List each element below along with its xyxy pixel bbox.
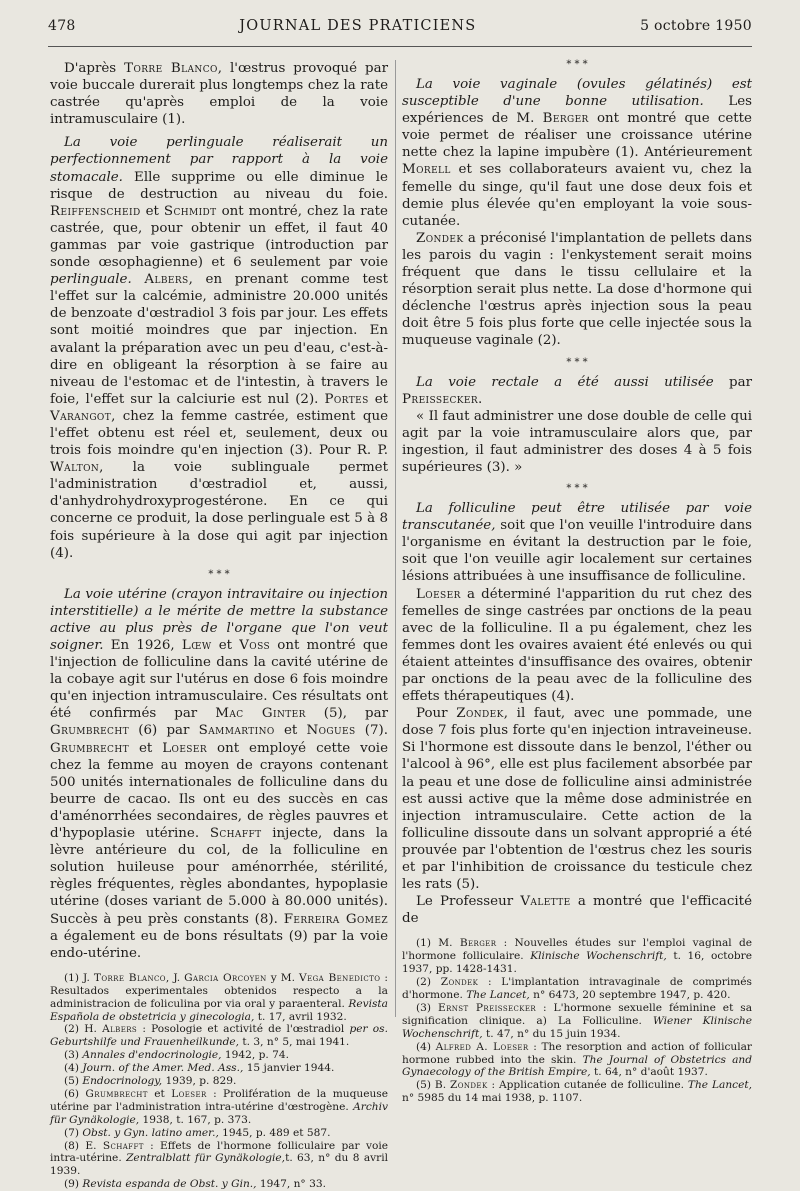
- author-name: Varangot: [50, 408, 112, 424]
- author-name: Schafft: [209, 826, 262, 842]
- quotation: [402, 408, 752, 476]
- author-name: Ernst Preissecker: [437, 1001, 537, 1014]
- text: 1947, n° 33.: [256, 1178, 326, 1191]
- text: (4): [416, 1040, 436, 1053]
- text: (6) par: [128, 723, 199, 739]
- text: ont employé cette voie chez la femme au moyen de crayons contenant 500 unités internationales de folliculine dans du beurre de cacao. Ils ont eu des succès en cas d'aménorrhées secondaires, de règles pauvres et d'hypoplasie utérine.: [50, 740, 388, 842]
- text: : L'hormone sexuelle féminine et sa signification clinique. a) La Folliculine.: [402, 1001, 753, 1027]
- footnote: [402, 1079, 752, 1105]
- author-name: Portes: [324, 391, 369, 407]
- author-name: Preissecker.: [402, 391, 483, 407]
- author-name: Albers: [102, 1023, 138, 1036]
- lead-italic: La voie rectale a été aussi utilisée: [416, 374, 714, 390]
- journal-ref: Revista Española de obstetricia y ginecologia,: [50, 997, 388, 1023]
- column-divider: [395, 60, 396, 1017]
- text: Elle supprime ou elle diminue le risque de destruction au niveau du foie.: [50, 169, 388, 202]
- text: t. 17, avril 1932.: [254, 1010, 347, 1023]
- journal-ref: Revista espanda de Obst. y Gin.,: [82, 1178, 257, 1191]
- lead-italic: La voie perlinguale réaliserait un perfectionnement par rapport à la voie stomacale.: [50, 135, 388, 185]
- author-name: Garcia Orcoyen: [184, 971, 267, 984]
- author-name: Alfred A. Loeser: [435, 1040, 529, 1053]
- footnote: [50, 972, 388, 1024]
- text: 15 janvier 1944.: [243, 1062, 335, 1075]
- text: 1942, p. 74.: [221, 1049, 289, 1062]
- text: 1938, t. 167, p. 373.: [139, 1113, 252, 1126]
- footnote: [50, 1049, 388, 1062]
- page-header: [48, 18, 752, 44]
- text: (1) J.: [64, 971, 94, 984]
- journal-ref: Endocrinology,: [82, 1075, 163, 1088]
- text: Le Professeur: [416, 894, 521, 910]
- text: , la voie sublinguale permet l'administration d'œstradiol et, aussi, d'anhydrohydroxyprogestérone. En ce qui concerne ce produit, la dose perlinguale est 5 à 8 fois supérieure à la dose qui agit par injection (4).: [50, 460, 388, 561]
- paragraph: [402, 893, 752, 927]
- paragraph: [50, 586, 388, 962]
- right-column: [402, 60, 752, 1105]
- journal-ref: Journ. of the Amer. Med. Ass.,: [82, 1062, 244, 1075]
- text: , en prenant comme test l'effet sur la calcémie, administre 20.000 unités de benzoate d'œstradiol 3 fois par jour. Les effets sont moitié moindres que par injection. En avalant la préparation avec un peu d'eau, c'est-à-dire en obligeant la résorption à se faire au niveau de l'estomac et de l'intestin, à travers le foie, l'effet sur la calciurie est nul (2).: [50, 272, 388, 407]
- author-name: Schmidt: [163, 203, 217, 219]
- journal-ref: Obst. y Gyn. latino amer.,: [82, 1126, 219, 1139]
- author-name: Walton: [50, 460, 100, 476]
- text: et: [211, 638, 240, 653]
- footnote: [402, 976, 752, 1002]
- author-name: Zondek: [450, 1079, 488, 1092]
- author-name: Mac Ginter: [215, 706, 306, 722]
- author-name: Torre Blanco: [124, 61, 218, 76]
- author-name: Zondek: [440, 976, 479, 989]
- text: (7): [64, 1126, 83, 1139]
- text: , l'œstrus provoqué par voie buccale durerait plus longtemps chez la rate castrée qu'après emploi de la voie intramusculaire (1).: [50, 61, 388, 128]
- text: t. 16, octobre 1937, pp. 1428-1431.: [402, 950, 753, 976]
- journal-ref: The Journal of Obstetrics and Gynaecology of the British Empire,: [402, 1053, 752, 1079]
- text: 1939, p. 829.: [162, 1075, 237, 1088]
- footnote: [50, 1088, 388, 1127]
- text: (5) B.: [416, 1079, 450, 1092]
- section-separator: * * *: [566, 483, 588, 495]
- text: ont montré que cette voie permet de réaliser une croissance utérine nette chez la lapine impubère (1). Antérieurement: [402, 111, 752, 161]
- lead-italic: La voie vaginale (ovules gélatinés) est susceptible d'une bonne utilisation.: [402, 77, 752, 110]
- text: Pour: [416, 706, 457, 722]
- section-separator: * * *: [566, 356, 588, 368]
- text: (7).: [355, 723, 389, 739]
- author-name: Loeser: [162, 740, 208, 756]
- author-name: Nogues: [306, 723, 356, 739]
- footnotes: [50, 972, 388, 1191]
- text: ont montré que l'injection de folliculine dans la cavité utérine de la cobaye agit sur l'utérus en dose 6 fois moindre qu'en injection intramusculaire. Ces résultats ont été confirmés par: [50, 638, 388, 722]
- text: t. 64, n° d'août 1937.: [590, 1066, 708, 1079]
- footnote: [50, 1140, 388, 1179]
- text: : The resorption and action of follicular hormone rubbed into the skin.: [402, 1040, 752, 1066]
- text: (8) E.: [64, 1139, 103, 1152]
- footnote: [50, 1178, 388, 1191]
- text: a préconisé l'implantation de pellets dans les parois du vagin : l'enkystement serait moins fréquent que dans le tissu cellulaire et la résorption serait plus nette. La dose d'hormone qui déclenche l'œstrus après injection sous la peau doit être 5 fois plus forte que celle injectée sous la muqueuse vaginale (2).: [402, 230, 752, 349]
- paragraph: [402, 500, 752, 585]
- journal-ref: Wiener Klinische Wochenschrift,: [402, 1014, 752, 1040]
- lead-italic: La voie utérine (crayon intravitaire ou injection interstitielle) a le mérite de mettre la substance active au plus près de l'organe que l'on veut soigner.: [50, 586, 388, 653]
- text: t. 47, n° du 15 juin 1934.: [482, 1027, 621, 1040]
- text: : Effets de l'hormone folliculaire par voie intra-utérine.: [50, 1139, 388, 1165]
- footnote: [50, 1062, 388, 1075]
- journal-ref: Archiv für Gynäkologie,: [50, 1100, 388, 1126]
- text: et ses collaborateurs avaient vu, chez la femelle du singe, qu'il faut une dose deux fois et demie plus élevée qu'en employant la voie sous-cutanée.: [402, 162, 752, 229]
- italic-term: perlinguale.: [50, 272, 132, 288]
- text: D'après: [64, 61, 125, 76]
- text: a déterminé l'apparition du rut chez des femelles de singe castrées par onctions de la peau avec de la folliculine. Il a pu également, chez les femmes dont les ovaires avaient été enlevés ou qui étaient atteintes d'insuffisance des ovaires, obtenir par onctions de la peau avec de la folliculine des effets thérapeutiques (4).: [402, 586, 752, 705]
- text: : Nouvelles études sur l'emploi vaginal de l'hormone folliculaire.: [402, 937, 752, 963]
- journal-ref: Annales d'endocrinologie,: [82, 1049, 222, 1062]
- paragraph: [402, 705, 752, 893]
- paragraph: [50, 60, 388, 128]
- author-name: Grumbrecht: [85, 1087, 148, 1100]
- issue-date: 5 octobre 1950: [640, 18, 752, 34]
- text: n° 5985 du 14 mai 1938, p. 1107.: [402, 1092, 583, 1105]
- page-number: 478: [48, 18, 76, 34]
- section-separator: * * *: [208, 568, 230, 580]
- text: et: [128, 740, 163, 756]
- text: En 1926,: [103, 638, 182, 653]
- paragraph: [402, 230, 752, 350]
- lead-italic: La folliculine peut être utilisée par voie transcutanée,: [402, 501, 752, 534]
- footnote: [402, 937, 752, 976]
- text: (4): [64, 1062, 83, 1075]
- author-name: Ferreira Gomez: [283, 911, 388, 927]
- text: t. 3, n° 5, mai 1941.: [239, 1036, 350, 1049]
- footnotes: [402, 937, 752, 1105]
- text: (3): [416, 1001, 438, 1014]
- left-column: [50, 60, 388, 1191]
- author-name: Morell: [402, 162, 451, 178]
- text: et: [368, 391, 388, 407]
- author-name: Loeser: [416, 586, 461, 602]
- journal-title: JOURNAL DES PRATICIENS: [239, 18, 477, 34]
- journal-ref: per os. Geburtshilfe und Frauenheilkunde,: [50, 1023, 388, 1049]
- text: n° 6473, 20 septembre 1947, p. 420.: [529, 989, 731, 1002]
- paragraph: [50, 134, 388, 561]
- text: : Posologie et activité de l'œstradiol: [137, 1023, 350, 1036]
- header-rule: [48, 46, 752, 47]
- author-name: Loeser: [171, 1087, 207, 1100]
- footnote: [50, 1075, 388, 1088]
- journal-ref: The Lancet,: [687, 1079, 752, 1092]
- author-name: Berger: [542, 111, 589, 127]
- author-name: Schafft: [102, 1139, 144, 1152]
- footnote: [402, 1002, 752, 1041]
- text: : L'implantation intravaginale de comprimés d'hormone.: [402, 976, 752, 1002]
- text: , il faut, avec une pommade, une dose 7 fois plus forte qu'en injection intraveineuse. Si l'hormone est dissoute dans le benzol, l'éther ou l'alcool à 96°, elle est plus facilement absorbée par la peau et une dose de folliculine ainsi administrée est aussi active que la même dose administrée en injection intramusculaire. Cette action de la folliculine dissoute dans un solvant approprié a été prouvée par l'obtention de l'œstrus chez les souris et par l'inhibition de croissance du testicule chez les rats (5).: [402, 706, 752, 893]
- author-name: Zondek: [416, 230, 464, 246]
- text: t. 63, n° du 8 avril 1939.: [50, 1152, 388, 1178]
- text: Les expériences de M.: [402, 94, 753, 127]
- text: a également eu de bons résultats (9) par la voie endo-utérine.: [50, 928, 388, 961]
- text: injecte, dans la lèvre antérieure du col, de la folliculine en solution huileuse pour aménorrhée, stérilité, règles fréquentes, règles abondantes, hypoplasie utérine (doses variant de 5.000 à 80.000 unités). Succès à peu près constants (8).: [50, 826, 388, 927]
- text: [132, 272, 145, 287]
- text: , J.: [165, 971, 185, 984]
- text: : Resultados experimentales obtenidos respecto a la administracion de foliculina por via oral y paraenteral.: [50, 971, 388, 1010]
- footnote: [402, 1041, 752, 1080]
- text: a montré que l'efficacité de: [402, 894, 752, 927]
- text: et: [274, 723, 307, 739]
- text: ont montré, chez la rate castrée, que, pour obtenir un effet, il faut 40 gammas par voie gastrique (introduction par sonde œsophagienne) et 6 seulement par voie: [50, 203, 388, 271]
- section-separator: * * *: [566, 59, 588, 70]
- journal-ref: Klinische Wochenschrift,: [530, 950, 667, 963]
- paragraph: [402, 586, 752, 706]
- author-name: Berger: [459, 937, 497, 950]
- author-name: Zondek: [456, 706, 504, 722]
- footnote: [50, 1023, 388, 1049]
- author-name: Torre Blanco: [93, 971, 166, 984]
- author-name: Grumbrecht: [50, 723, 129, 739]
- text: (1) M.: [416, 937, 460, 950]
- author-name: Voss: [239, 638, 271, 653]
- author-name: Reiffenscheid: [50, 203, 141, 219]
- paragraph: [402, 374, 752, 408]
- footnote: [50, 1127, 388, 1140]
- text: (2): [416, 976, 441, 989]
- text: (9): [64, 1178, 83, 1191]
- author-name: Sammartino: [198, 723, 275, 739]
- text: et: [140, 203, 164, 219]
- text: (5): [64, 1075, 83, 1088]
- text: (2) H.: [64, 1023, 103, 1036]
- paragraph: [402, 76, 752, 230]
- journal-ref: Zentralblatt für Gynäkologie,: [126, 1152, 286, 1165]
- text: (5), par: [305, 706, 388, 722]
- text: y M.: [266, 971, 300, 984]
- text: (6): [64, 1087, 86, 1100]
- journal-ref: The Lancet,: [466, 989, 530, 1002]
- text: « Il faut administrer une dose double de celle qui agit par la voie intramusculaire alors que, par ingestion, il faut administrer des doses 4 à 5 fois supérieures (3). »: [402, 408, 752, 475]
- author-name: Albers: [144, 272, 189, 288]
- text: : Application cutanée de folliculine.: [487, 1079, 688, 1092]
- author-name: Grumbrecht: [50, 740, 129, 756]
- text: et: [147, 1087, 172, 1100]
- text: 1945, p. 489 et 587.: [218, 1126, 331, 1139]
- author-name: Valette: [520, 894, 571, 910]
- text: soit que l'on veuille l'introduire dans l'organisme en évitant la destruction par le foie, soit que l'on veuille agir localement sur certaines lésions attribuées à une insuffisance de folliculine.: [402, 518, 752, 585]
- author-name: Vega Benedicto: [299, 971, 381, 984]
- text: , chez la femme castrée, estiment que l'effet obtenu est réel et, seulement, deux ou trois fois moindre qu'en injection (3). Pour R. P.: [50, 408, 388, 459]
- text: : Prolifération de la muqueuse utérine par l'administration intra-utérine d'œstrogène.: [50, 1087, 389, 1113]
- text: par: [713, 374, 752, 390]
- text: (3): [64, 1049, 83, 1062]
- author-name: Lœw: [181, 638, 212, 653]
